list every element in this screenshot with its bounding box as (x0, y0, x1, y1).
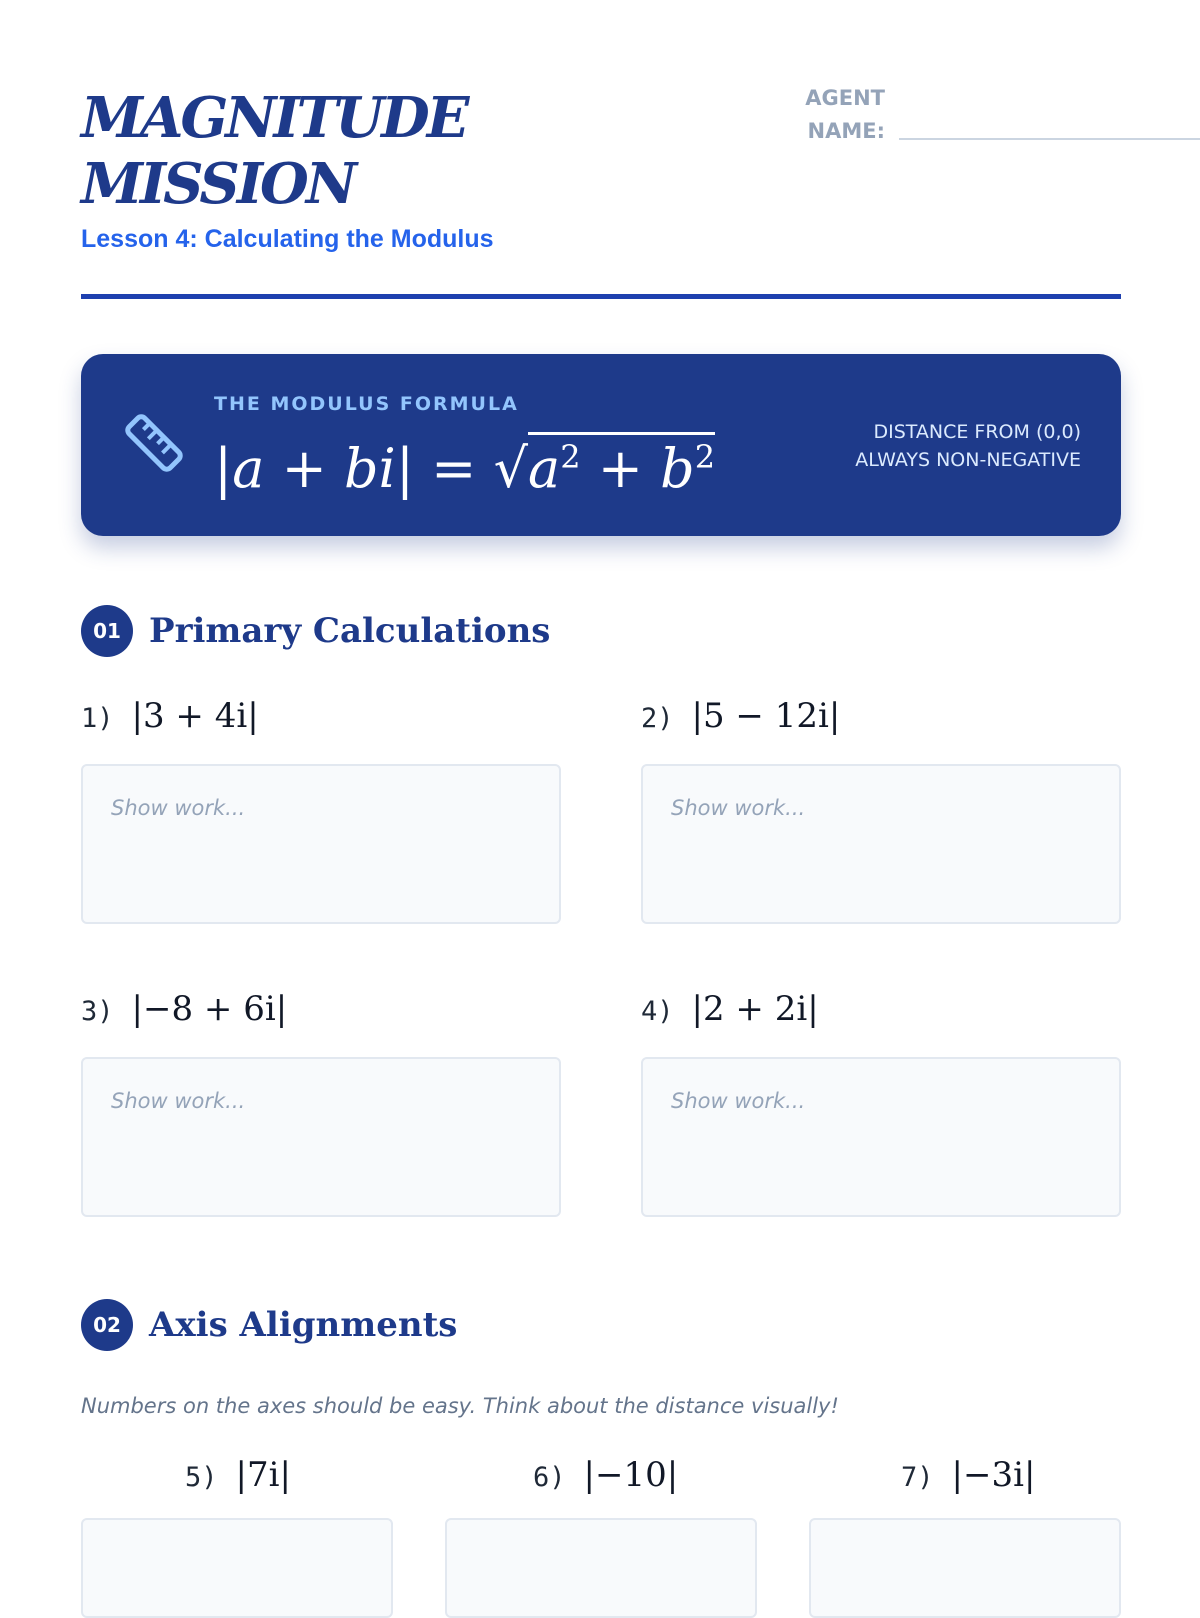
modulus-formula: $|a + bi| = √a^2 + b^2$ (214, 422, 715, 504)
problem-4 (641, 989, 819, 1029)
work-placeholder: Show work... (671, 1089, 806, 1113)
formula-note-line-2: ALWAYS NON-NEGATIVE (855, 449, 1081, 471)
work-box-5[interactable] (81, 1518, 393, 1618)
problem-expression: |3 + 4i| (131, 696, 259, 736)
formula-card (81, 354, 1121, 536)
work-box-1[interactable] (81, 764, 561, 924)
page-title (81, 85, 541, 217)
work-box-7[interactable] (809, 1518, 1121, 1618)
problem-number: 5) (185, 1462, 218, 1493)
section-number-badge: 01 (81, 605, 133, 657)
title-block (81, 85, 541, 254)
section-title: Axis Alignments (149, 1305, 458, 1345)
problem-6 (533, 1455, 678, 1495)
problem-expression: |5 − 12i| (691, 696, 841, 736)
agent-name-input-line[interactable] (899, 138, 1200, 140)
agent-label-line-1: AGENT (805, 86, 885, 110)
problem-number: 7) (901, 1462, 934, 1493)
section-primary-calculations (81, 605, 550, 657)
ruler-icon (121, 410, 187, 476)
header-divider (81, 294, 1121, 299)
agent-label-line-2: NAME: (807, 119, 885, 143)
work-placeholder: Show work... (671, 796, 806, 820)
problem-1 (81, 696, 259, 736)
problem-5 (185, 1455, 291, 1495)
problem-expression: |−10| (583, 1455, 679, 1495)
problem-number: 6) (533, 1462, 566, 1493)
work-placeholder: Show work... (111, 796, 246, 820)
formula-label: THE MODULUS FORMULA (214, 393, 519, 415)
work-box-2[interactable] (641, 764, 1121, 924)
title-line-2: MISSION (81, 151, 354, 217)
section-number-badge: 02 (81, 1299, 133, 1351)
problem-7 (901, 1455, 1035, 1495)
title-line-1: MAGNITUDE (81, 85, 467, 151)
problem-number: 4) (641, 996, 674, 1027)
problem-expression: |−3i| (951, 1455, 1036, 1495)
agent-name-label (721, 82, 885, 148)
agent-name-field (721, 82, 1200, 148)
work-box-4[interactable] (641, 1057, 1121, 1217)
problem-number: 1) (81, 703, 114, 734)
section-title: Primary Calculations (149, 611, 551, 651)
problem-expression: |7i| (235, 1455, 291, 1495)
problem-3 (81, 989, 287, 1029)
formula-note (855, 418, 1081, 474)
section-axis-alignments (81, 1299, 457, 1351)
work-box-6[interactable] (445, 1518, 757, 1618)
problem-2 (641, 696, 840, 736)
formula-note-line-1: DISTANCE FROM (0,0) (873, 421, 1081, 443)
problem-number: 3) (81, 996, 114, 1027)
problem-expression: |2 + 2i| (691, 989, 819, 1029)
lesson-subtitle: Lesson 4: Calculating the Modulus (81, 225, 494, 253)
problem-expression: |−8 + 6i| (131, 989, 288, 1029)
problem-number: 2) (641, 703, 674, 734)
section-hint: Numbers on the axes should be easy. Think about the distance visually! (81, 1394, 839, 1418)
work-box-3[interactable] (81, 1057, 561, 1217)
work-placeholder: Show work... (111, 1089, 246, 1113)
